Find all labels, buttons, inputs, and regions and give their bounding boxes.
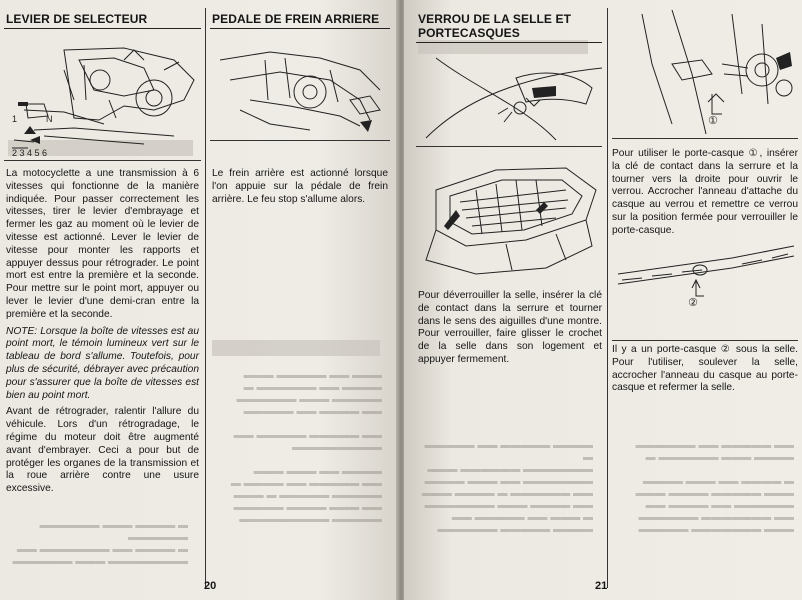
heading-rule <box>210 28 390 29</box>
page-number: 21 <box>595 580 608 592</box>
callout-2: ② <box>688 296 698 309</box>
heading-rule <box>4 28 201 29</box>
show-through-text: ▬ ▬▬▬▬ ▬▬▬ ▬▬▬▬▬▬ ▬▬▬▬▬▬ ▬ ▬▬▬▬ ▬▬ ▬▬▬▬▬▬▬ ▬▬ ▬▬▬▬▬▬▬▬ ▬▬▬ ▬▬▬▬▬▬ <box>12 520 188 567</box>
column-divider <box>607 8 608 588</box>
body-text-column <box>612 344 798 399</box>
heading-rule <box>416 42 602 43</box>
rear-brake-paragraph: Le frein arrière est actionné lorsque l'on appuie sur la pédale de frein arrière. Le feu stop s'allume alors. <box>212 168 388 205</box>
gear-shift-note: NOTE: Lorsque la boîte de vitesses est au point mort, le témoin lumineux vert sur le tableau de bord s'allume. Toutefois, pour plus de sécurité, débrayer avec précaution pour s'assurer que la boîte de vitesses est bien au point mort. <box>6 325 199 401</box>
column-divider <box>205 8 206 588</box>
gear-shift-illustration <box>4 40 201 161</box>
body-text-column <box>6 168 199 500</box>
downshift-paragraph: Avant de rétrograder, ralentir l'allure du véhicule. Lors d'un rétrogradage, le régime du moteur doit être augmenté avant d'embrayer. Ceci a pour but de protéger les organes de la transmission et la roue arrière contre une usure excessive. <box>6 406 199 495</box>
section-heading: PEDALE DE FREIN ARRIERE <box>212 12 380 26</box>
svg-text:1: 1 <box>12 114 18 124</box>
svg-text:2 3 4 5 6: 2 3 4 5 6 <box>12 148 48 158</box>
show-through-text: ▬▬▬ ▬▬ ▬▬▬▬▬ ▬▬▬ ▬▬▬▬ ▬▬ ▬▬▬▬▬▬ ▬ ▬▬▬▬▬ ▬▬▬ ▬▬▬▬▬▬ ▬▬ ▬▬▬▬ ▬▬ ▬▬▬▬▬ ▬▬ ▬▬▬▬▬ ▬▬▬▬▬ ▬▬ ▬▬▬▬▬▬▬▬▬ ▬▬▬▬ ▬▬ ▬▬▬ ▬▬▬ ▬▬ ▬▬▬▬▬ ▬▬ ▬▬▬▬ ▬ ▬▬▬▬▬ ▬▬▬▬▬ ▬ ▬▬▬ ▬▬ ▬▬▬ ▬▬▬▬ ▬▬▬▬▬ ▬▬▬▬▬ ▬▬▬▬▬▬▬▬▬ <box>230 370 382 525</box>
svg-text:N: N <box>46 114 53 124</box>
section-heading: LEVIER DE SELECTEUR <box>6 12 148 26</box>
left-page <box>0 0 398 600</box>
gear-shift-paragraph: La motocyclette a une transmission à 6 vitesses qui fonctionne de la manière indiquée. Pour passer correctement les vitesses, tirer le levier d'embrayage et fermer les gaz au moment où le levier de vitesse est actionné. Lever le levier de vitesse pour monter les rapports et appuyer dessus pour rétrograder. Le point mort est entre la première et la seconde. Pour mettre sur le point mort, appuyer ou lever le levier d'une demi-cran entre la première et la seconde. <box>6 168 199 320</box>
helmet-lock-paragraph: Pour utiliser le porte-casque ①, insérer la clé de contact dans la serrure et la tourner vers la droite pour ouvrir le verrou. Accrocher l'anneau d'attache du casque au verrou et remettre ce verrou sur la position fermée pour verrouiller le porte-casque. <box>612 148 798 236</box>
seat-lock-paragraph: Pour déverrouiller la selle, insérer la clé de contact dans la serrure et tourner dans le sens des aiguilles d'une montre. Pour verrouiller, faire glisser le crochet de la selle dans son logement et appuyer fermement. <box>418 290 602 365</box>
body-text-column <box>418 290 602 371</box>
section-heading-line1: VERROU DE LA SELLE ET <box>418 12 572 26</box>
helmet-hook-paragraph: Il y a un porte-casque ② sous la selle. Pour l'utiliser, soulever la selle, accrocher l'anneau du casque au porte-casque et refermer la selle. <box>612 344 798 394</box>
callout-1: ① <box>708 114 718 127</box>
rear-brake-pedal-illustration <box>210 40 390 141</box>
helmet-lock-illustration <box>612 4 798 139</box>
page-number: 20 <box>204 580 217 592</box>
show-through-bar <box>212 340 380 356</box>
show-through-text: ▬▬▬▬ ▬▬▬▬▬ ▬▬ ▬▬▬▬▬ ▬ ▬▬▬▬▬▬▬ ▬▬▬▬▬▬ ▬▬▬ ▬▬▬▬▬▬▬ ▬▬ ▬▬▬ ▬▬▬▬ ▬▬ ▬▬▬▬▬▬ ▬ ▬▬▬▬ ▬▬▬ ▬▬ ▬▬▬▬ ▬▬▬ ▬▬▬▬▬▬▬ ▬ ▬▬▬ ▬▬ ▬▬▬▬▬ ▬▬ ▬▬▬▬ ▬▬▬▬▬ ▬▬▬▬▬▬ <box>421 440 593 535</box>
section-heading-line2: PORTECASQUES <box>418 26 520 40</box>
body-text-column <box>212 168 388 210</box>
seat-lock-illustration <box>416 48 602 147</box>
body-text-column <box>612 148 798 242</box>
right-page <box>404 0 802 600</box>
helmet-hook-illustration <box>612 240 798 341</box>
helmet-holder-under-seat-illustration <box>416 150 602 280</box>
show-through-text: ▬▬ ▬▬▬▬▬ ▬▬ ▬▬▬▬▬▬ ▬▬▬▬ ▬▬▬ ▬▬▬▬▬▬ ▬ ▬ ▬▬▬▬ ▬▬ ▬▬▬ ▬▬▬▬ ▬▬▬ ▬▬▬▬▬ ▬▬▬▬ ▬▬▬ ▬▬▬▬▬▬ ▬▬ ▬▬▬▬ ▬▬ ▬▬ ▬▬▬▬▬▬▬ ▬▬▬▬▬▬ ▬▬▬ ▬▬▬▬▬▬▬ ▬▬▬▬▬ <box>635 440 794 535</box>
